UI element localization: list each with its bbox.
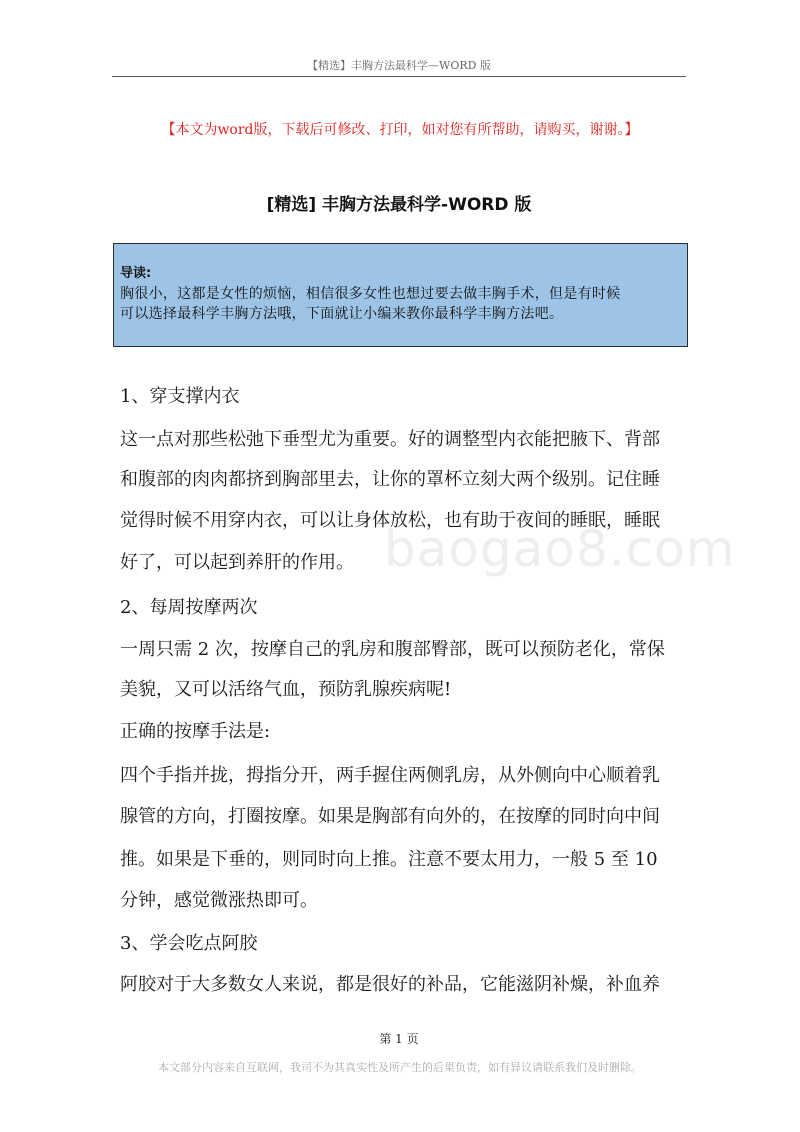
intro-label: 导读: bbox=[120, 266, 152, 281]
body-line: 腺管的方向，打圈按摩。如果是胸部有向外的，在按摩的同时向中间 bbox=[120, 806, 660, 827]
footer-disclaimer: 本文部分内容来自互联网，我司不为其真实性及所产生的后果负责，如有异议请联系我们及时删除。 bbox=[158, 1061, 642, 1074]
page-number: 第 1 页 bbox=[379, 1032, 419, 1046]
body-line: 一周只需 2 次，按摩自己的乳房和腹部臀部，既可以预防老化，常保 bbox=[120, 639, 665, 660]
section-heading: 2、每周按摩两次 bbox=[120, 597, 258, 618]
body-line: 觉得时候不用穿内衣，可以让身体放松，也有助于夜间的睡眠，睡眠 bbox=[120, 510, 660, 531]
body-line: 正确的按摩手法是: bbox=[120, 721, 271, 742]
body-line: 阿胶对于大多数女人来说，都是很好的补品，它能滋阴补燥，补血养 bbox=[120, 974, 660, 995]
body-line: 美貌，又可以活络气血，预防乳腺疾病呢! bbox=[120, 679, 452, 700]
body-line: 四个手指并拢，拇指分开，两手握住两侧乳房，从外侧向中心顺着乳 bbox=[120, 765, 660, 786]
section-heading: 1、穿支撑内衣 bbox=[120, 386, 240, 407]
body-line: 分钟，感觉微涨热即可。 bbox=[120, 890, 318, 911]
purchase-notice: 【本文为word版，下载后可修改、打印，如对您有所帮助，请购买，谢谢。】 bbox=[161, 122, 639, 138]
page-header: 【精选】丰胸方法最科学—WORD 版 bbox=[307, 59, 491, 72]
intro-box bbox=[113, 243, 688, 347]
document-title: [精选] 丰胸方法最科学-WORD 版 bbox=[266, 195, 532, 215]
intro-line: 可以选择最科学丰胸方法哦，下面就让小编来教你最科学丰胸方法吧。 bbox=[120, 306, 564, 322]
body-line: 推。如果是下垂的，则同时向上推。注意不要太用力，一般 5 至 10 bbox=[120, 849, 658, 870]
body-line: 和腹部的肉肉都挤到胸部里去，让你的罩杯立刻大两个级别。记住睡 bbox=[120, 469, 660, 490]
header-divider bbox=[112, 76, 686, 77]
watermark: baogao8.com bbox=[384, 520, 736, 578]
intro-line: 胸很小，这都是女性的烦恼，相信很多女性也想过要去做丰胸手术，但是有时候 bbox=[120, 286, 621, 302]
body-line: 这一点对那些松弛下垂型尤为重要。好的调整型内衣能把腋下、背部 bbox=[120, 429, 660, 450]
section-heading: 3、学会吃点阿胶 bbox=[120, 933, 258, 954]
body-line: 好了，可以起到养肝的作用。 bbox=[120, 552, 354, 573]
